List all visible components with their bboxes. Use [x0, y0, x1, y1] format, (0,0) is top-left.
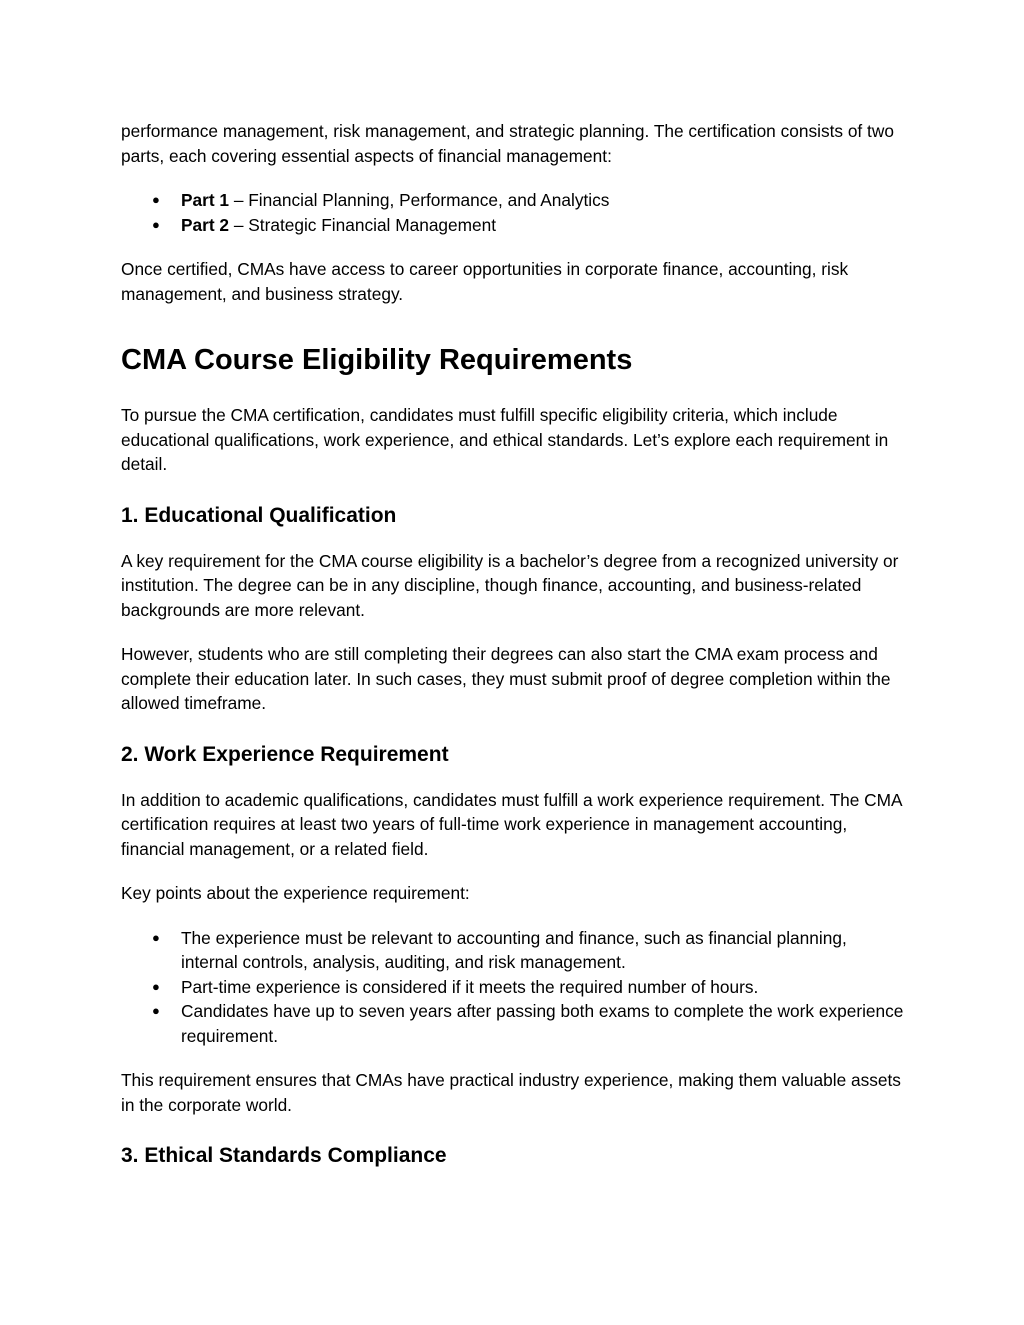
list-item — [152, 926, 904, 975]
list-item — [152, 188, 904, 213]
work-points-list — [121, 926, 904, 1049]
list-item — [152, 975, 904, 1000]
work-paragraph: In addition to academic qualifications, candidates must fulfill a work experience requirement. The CMA certification requires at least two years of full-time work experience in management accounting, financial management, or a related field. — [121, 789, 902, 859]
eligibility-title: CMA Course Eligibility Requirements — [121, 344, 633, 376]
education-paragraph-2: However, students who are still completing their degrees can also start the CMA exam process and complete their education later. In such cases, they must submit proof of degree completion within the allowed timeframe. — [121, 644, 891, 713]
work-key-points-intro: Key points about the experience requirement: — [121, 883, 470, 903]
education-paragraph-1: A key requirement for the CMA course eligibility is a bachelor’s degree from a recognized university or institution. The degree can be in any discipline, though finance, accounting, and business-related backgrounds are more relevant. — [121, 550, 899, 620]
bullet-icon: ● — [152, 192, 160, 207]
education-heading: 1. Educational Qualification — [121, 503, 397, 527]
work-closing-paragraph: This requirement ensures that CMAs have practical industry experience, making them valuable assets in the corporate world. — [121, 1070, 901, 1115]
point-text: Candidates have up to seven years after passing both exams to complete the work experience requirement. — [181, 1001, 904, 1046]
ethics-heading: 3. Ethical Standards Compliance — [121, 1144, 447, 1167]
work-heading: 2. Work Experience Requirement — [121, 742, 449, 766]
bullet-icon: ● — [152, 1003, 160, 1018]
intro-closing-paragraph: Once certified, CMAs have access to career opportunities in corporate finance, accounting, risk management, and business strategy. — [121, 259, 849, 304]
point-text: Part-time experience is considered if it meets the required number of hours. — [181, 976, 759, 997]
intro-paragraph: performance management, risk management, and strategic planning. The certification consists of two parts, each covering essential aspects of financial management: — [121, 121, 894, 166]
list-item — [152, 213, 904, 238]
part-label: Part 1 — [181, 190, 230, 210]
part-text: – Strategic Financial Management — [229, 214, 497, 235]
eligibility-intro-paragraph: To pursue the CMA certification, candidates must fulfill specific eligibility criteria, which include educational qualifications, work experience, and ethical standards. Let’s explore each requirement in detail. — [121, 405, 889, 474]
bullet-icon: ● — [152, 216, 160, 232]
bullet-icon: ● — [152, 978, 160, 994]
bullet-icon: ● — [152, 929, 160, 945]
part-text: – Financial Planning, Performance, and Analytics — [229, 190, 610, 210]
parts-list — [121, 188, 904, 237]
list-item — [152, 999, 904, 1048]
part-label: Part 2 — [181, 214, 230, 235]
point-text: The experience must be relevant to accounting and finance, such as financial planning, internal controls, analysis, auditing, and risk management. — [181, 927, 847, 972]
